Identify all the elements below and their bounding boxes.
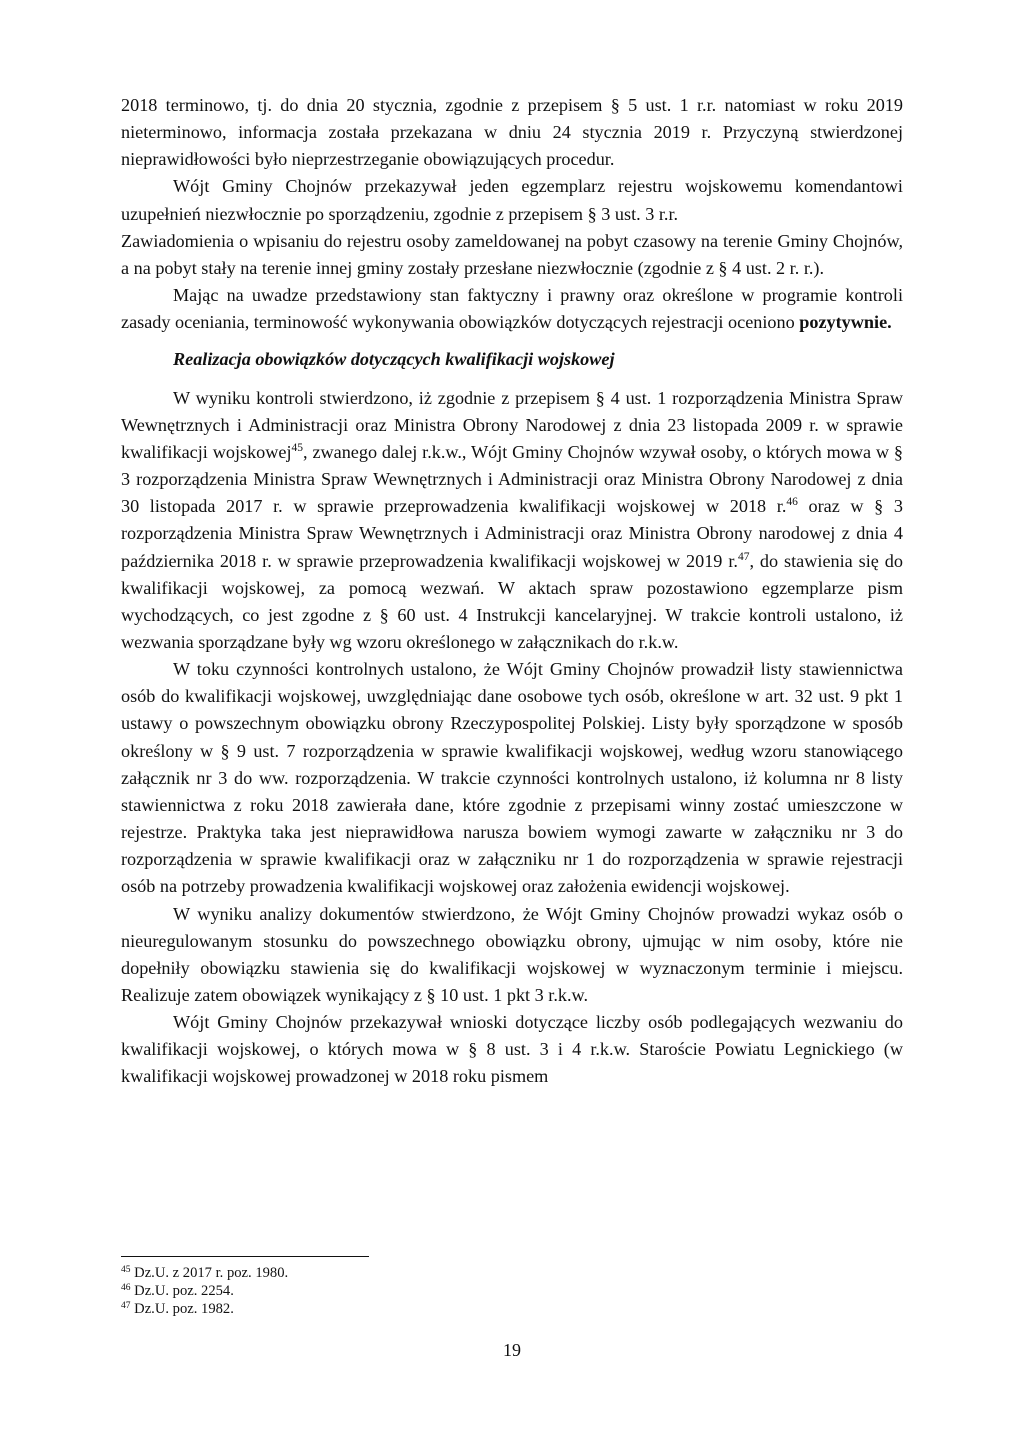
paragraph-5-text-b: , zwanego dalej r.k.w., Wójt Gminy Chojnów wzywał osoby, o których mowa w § 3 rozporządzenia Ministra Spraw Wewnętrznych i Administracji oraz Ministra Obrony Narodowej z dnia 30 listopada 2017 r. w sprawie przeprowadzenia kwalifikacji wojskowej w 2018 r. <box>121 441 903 517</box>
paragraph-5 <box>121 385 903 657</box>
assessment-result: pozytywnie. <box>799 312 892 333</box>
paragraph-5-text-d: , do stawienia się do kwalifikacji wojskowej, za pomocą wezwań. W aktach spraw pozostawiono egzemplarze pism wychodzących, co jest zgodne z § 60 ust. 4 Instrukcji kancelaryjnej. W trakcie kontroli ustalono, iż wezwania sporządzane były wg wzoru określonego w załącznikach do r.k.w. <box>121 550 903 652</box>
footnote-number: 46 <box>121 1283 131 1293</box>
footnote-47 <box>121 1300 521 1318</box>
section-heading: Realizacja obowiązków dotyczących kwalifikacji wojskowej <box>173 349 615 370</box>
footnote-45 <box>121 1264 521 1282</box>
footnote-number: 47 <box>121 1301 131 1311</box>
footnote-46 <box>121 1282 521 1300</box>
footnote-ref-47: 47 <box>737 550 750 563</box>
footnotes <box>121 1264 521 1318</box>
page-number: 19 <box>503 1340 521 1360</box>
footnote-text: Dz.U. poz. 1982. <box>130 1301 234 1317</box>
footnote-text: Dz.U. z 2017 r. poz. 1980. <box>130 1265 289 1281</box>
paragraph-2: Wójt Gminy Chojnów przekazywał jeden egzemplarz rejestru wojskowemu komendantowi uzupełnień niezwłocznie po sporządzeniu, zgodnie z przepisem § 3 ust. 3 r.r. <box>121 176 903 224</box>
footnote-ref-46: 46 <box>786 496 798 509</box>
paragraph-5-text-a: W wyniku kontroli stwierdzono, iż zgodnie z przepisem § 4 ust. 1 rozporządzenia Ministra Spraw Wewnętrznych i Administracji oraz Ministra Obrony Narodowej z dnia 23 listopada 2009 r. w sprawie kwalifikacji wojskowej <box>121 387 903 462</box>
footnote-number: 45 <box>121 1265 131 1275</box>
paragraph-5-text-c: oraz w § 3 rozporządzenia Ministra Spraw Wewnętrznych i Administracji oraz Ministra Obrony narodowej z dnia 4 października 2018 r. w sprawie przeprowadzenia kwalifikacji wojskowej w 2019 r. <box>121 496 903 571</box>
footnote-separator <box>121 1256 369 1257</box>
paragraph-7: W wyniku analizy dokumentów stwierdzono, że Wójt Gminy Chojnów prowadzi wykaz osób o nieuregulowanym stosunku do powszechnego obowiązku obrony, ujmując w nim osoby, które nie dopełniły obowiązku stawienia się do kwalifikacji wojskowej w wyznaczonym terminie i miejscu. Realizuje zatem obowiązek wynikający z § 10 ust. 1 pkt 3 r.k.w. <box>121 903 903 1005</box>
paragraph-3: Zawiadomienia o wpisaniu do rejestru osoby zameldowanej na pobyt czasowy na terenie Gminy Chojnów, a na pobyt stały na terenie innej gminy zostały przesłane niezwłocznie (zgodnie z § 4 ust. 2 r. r.). <box>121 230 903 278</box>
footnote-text: Dz.U. poz. 2254. <box>130 1283 234 1299</box>
paragraph-6: W toku czynności kontrolnych ustalono, że Wójt Gminy Chojnów prowadził listy stawiennictwa osób do kwalifikacji wojskowej, uwzględniając dane osobowe tych osób, określone w art. 32 ust. 9 pkt 1 ustawy o powszechnym obowiązku obrony Rzeczypospolitej Polskiej. Listy były sporządzone w sposób określony w § 9 ust. 7 rozporządzenia w sprawie kwalifikacji wojskowej, według wzoru stanowiącego załącznik nr 3 do ww. rozporządzenia. W trakcie czynności kontrolnych ustalono, iż kolumna nr 8 listy stawiennictwa z roku 2018 zawierała dane, które zgodnie z przepisami winny zostać umieszczone w rejestrze. Praktyka taka jest nieprawidłowa narusza bowiem wymogi zawarte w załączniku nr 3 do rozporządzenia w sprawie kwalifikacji oraz w załączniku nr 1 do rozporządzenia w sprawie rejestracji osób na potrzeby prowadzenia kwalifikacji wojskowej oraz założenia ewidencji wojskowej. <box>121 659 903 897</box>
paragraph-1: 2018 terminowo, tj. do dnia 20 stycznia, zgodnie z przepisem § 5 ust. 1 r.r. natomiast w roku 2019 nieterminowo, informacja została przekazana w dniu 24 stycznia 2019 r. Przyczyną stwierdzonej nieprawidłowości było nieprzestrzeganie obowiązujących procedur. <box>121 95 903 170</box>
paragraph-8: Wójt Gminy Chojnów przekazywał wnioski dotyczące liczby osób podlegających wezwaniu do kwalifikacji wojskowej, o których mowa w § 8 ust. 3 i 4 r.k.w. Staroście Powiatu Legnickiego (w kwalifikacji wojskowej prowadzonej w 2018 roku pismem <box>121 1012 903 1087</box>
footnote-ref-45: 45 <box>291 441 304 454</box>
paragraph-4-text: Mając na uwadze przedstawiony stan faktyczny i prawny oraz określone w programie kontroli zasady oceniania, terminowość wykonywania obowiązków dotyczących rejestracji oceniono <box>121 285 903 333</box>
body-text <box>121 92 903 1091</box>
paragraph-4 <box>121 282 903 336</box>
